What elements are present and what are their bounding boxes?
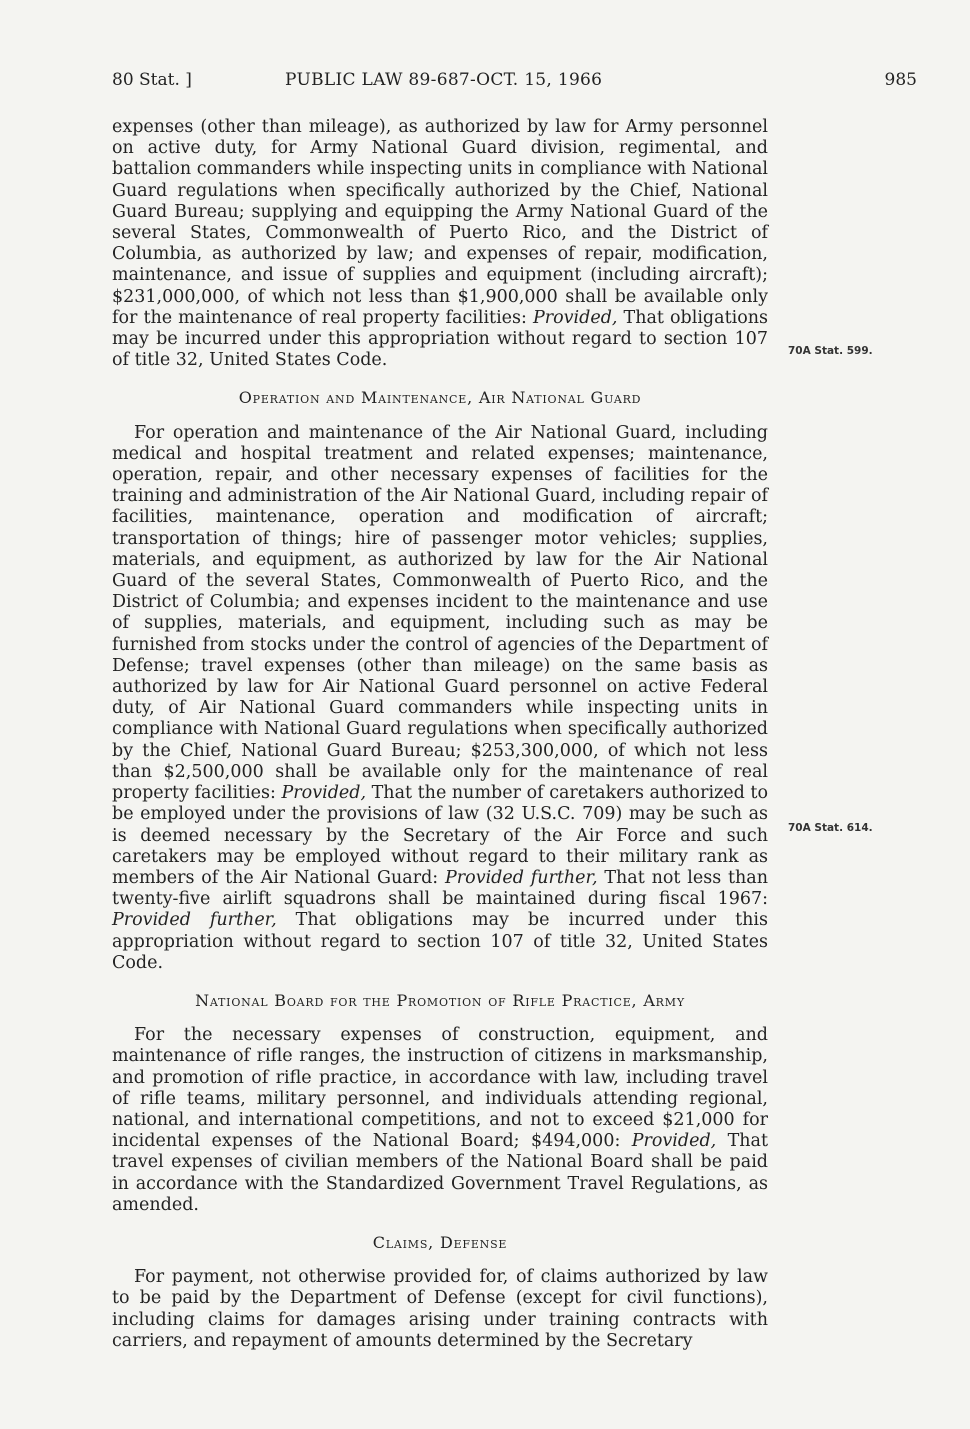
margin-note-70a-599: 70A Stat. 599. bbox=[788, 345, 873, 357]
page-title: PUBLIC LAW 89-687-OCT. 15, 1966 bbox=[285, 70, 603, 90]
paragraph-army-guard: expenses (other than mileage), as authorized by law for Army personnel on active duty, for Army National Guard division, regimental, and battalion commanders while inspecting units in compliance with National Guard regulations when specifically authorized by the Chief, National Guard Bureau; supplying and equipping the Army National Guard of the several States, Commonwealth of Puerto Rico, and the District of Columbia, as authorized by law; and expenses of repair, modification, maintenance, and issue of supplies and equipment (including aircraft); $231,000,000, of which not less than $1,900,000 shall be available only for the maintenance of real property facilities: Provided, That obligations may be incurred under this appropriation without regard to section 107 of title 32, United States Code. bbox=[112, 117, 768, 371]
section-heading-claims: Claims, Defense bbox=[372, 1232, 508, 1252]
section-heading-rifle-practice: National Board for the Promotion of Rifle Practice, Army bbox=[195, 990, 685, 1010]
document-body bbox=[112, 117, 768, 1352]
section-heading-air-guard: Operation and Maintenance, Air National Guard bbox=[238, 388, 642, 408]
statute-reference: 80 Stat. ] bbox=[112, 70, 192, 90]
paragraph-rifle-practice: For the necessary expenses of construction, equipment, and maintenance of rifle ranges, the instruction of citizens in marksmanship, and promotion of rifle practice, in accordance with law, including travel of rifle teams, military personnel, and individuals attending regional, national, and international competitions, and not to exceed $21,000 for incidental expenses of the National Board; $494,000: Provided, That travel expenses of civilian members of the National Board shall be paid in accordance with the Standardized Government Travel Regulations, as amended. bbox=[112, 1025, 769, 1215]
paragraph-air-guard: For operation and maintenance of the Air National Guard, including medical and hospital treatment and related expenses; maintenance, operation, repair, and other necessary expenses of facilities for the training and administration of the Air National Guard, including repair of facilities, maintenance, operation and modification of aircraft; transportation of things; hire of passenger motor vehicles; supplies, materials, and equipment, as authorized by law for the Air National Guard of the several States, Commonwealth of Puerto Rico, and the District of Columbia; and expenses incident to the maintenance and use of supplies, materials, and equipment, including such as may be furnished from stocks under the control of agencies of the Department of Defense; travel expenses (other than mileage) on the same basis as authorized by law for Air National Guard personnel on active Federal duty, of Air National Guard commanders while inspecting units in compliance with National Guard regulations when specifically authorized by the Chief, National Guard Bureau; $253,300,000, of which not less than $2,500,000 shall be available only for the maintenance of real property facilities: Provided, That the number of caretakers authorized to be employed under the provisions of law (32 U.S.C. 709) may be such as is deemed necessary by the Secretary of the Air Force and such caretakers may be employed without regard to their military rank as members of the Air National Guard: Provided further, That not less than twenty-five airlift squadrons shall be maintained during fiscal 1967: Provided further, That obligations may be incurred under this appropriation without regard to section 107 of title 32, United States Code. bbox=[112, 422, 769, 973]
page-number: 985 bbox=[884, 70, 917, 90]
margin-note-70a-614: 70A Stat. 614. bbox=[788, 822, 873, 834]
paragraph-claims: For payment, not otherwise provided for, of claims authorized by law to be paid by the Department of Defense (except for civil functions), including claims for damages arising under training contracts with carriers, and repayment of amounts determined by the Secretary bbox=[112, 1267, 768, 1351]
page-header bbox=[112, 70, 917, 96]
